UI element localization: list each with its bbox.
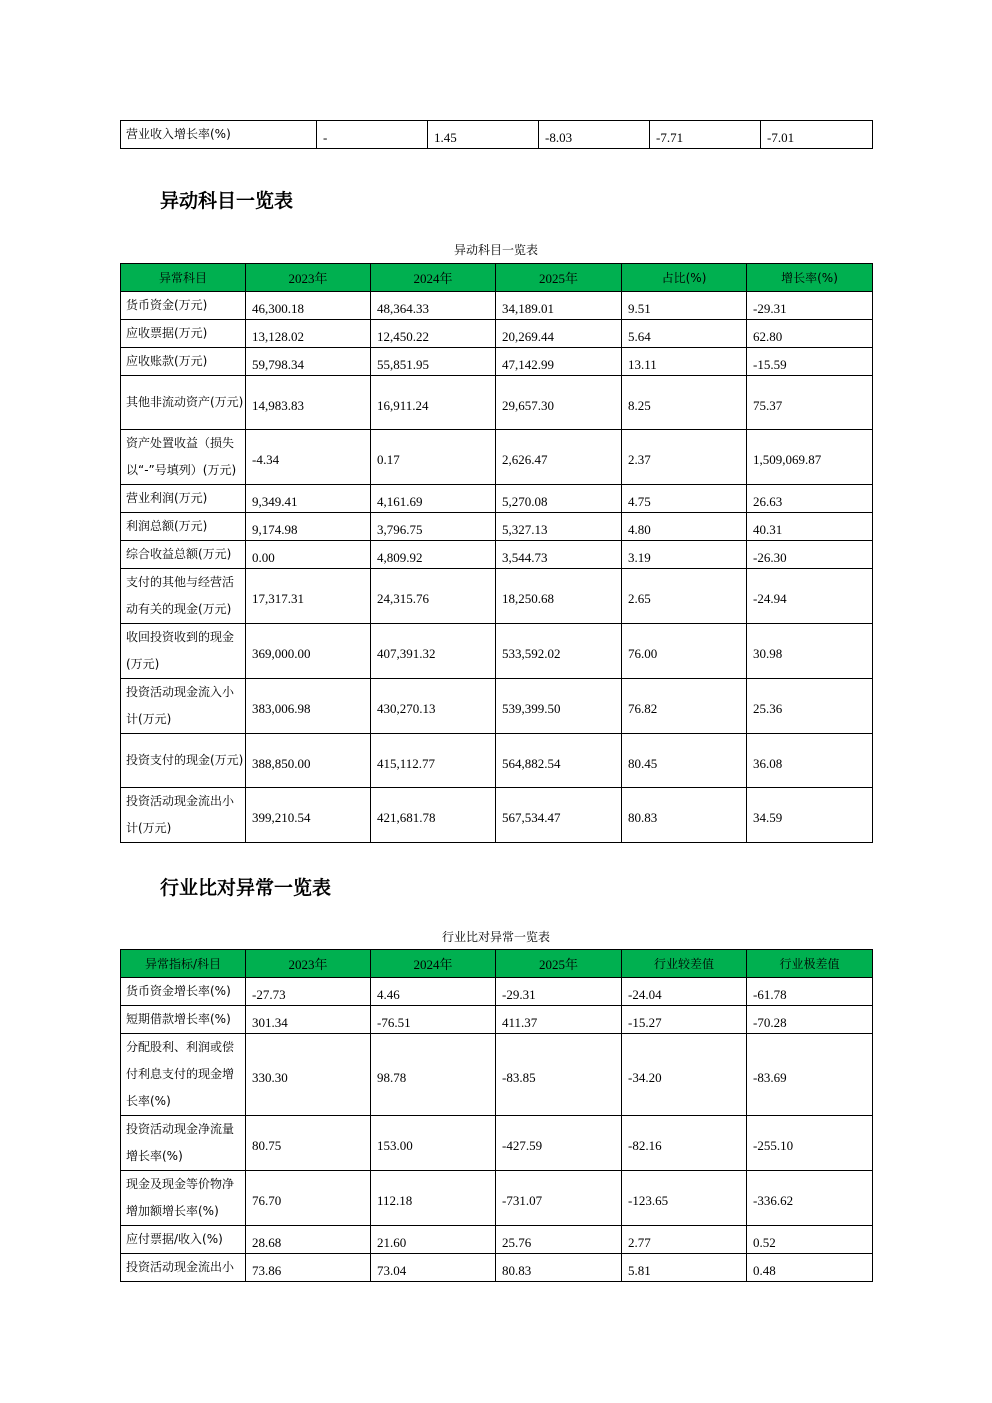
value-cell: 388,850.00: [246, 734, 371, 788]
value-cell: 76.70: [246, 1171, 371, 1226]
table-row: [121, 1034, 873, 1116]
table-row: [121, 376, 873, 430]
table-row: [121, 513, 873, 541]
column-header: 占比(%): [622, 264, 747, 292]
value-cell: -83.69: [747, 1034, 873, 1116]
value-cell: 80.75: [246, 1116, 371, 1171]
table-row: [121, 348, 873, 376]
column-header: 2025年: [496, 950, 622, 978]
value-cell: 3,796.75: [371, 513, 496, 541]
value-cell: 421,681.78: [371, 788, 496, 843]
value-cell: 34.59: [747, 788, 873, 843]
value-cell: -70.28: [747, 1006, 873, 1034]
table-row: [121, 485, 873, 513]
value-cell: -82.16: [622, 1116, 747, 1171]
row-label: 其他非流动资产(万元): [121, 376, 246, 430]
value-cell: 2.77: [622, 1226, 747, 1254]
value-cell: 0.00: [246, 541, 371, 569]
value-cell: 567,534.47: [496, 788, 622, 843]
table-header-row: [121, 264, 873, 292]
value-cell: 564,882.54: [496, 734, 622, 788]
value-cell: 9,349.41: [246, 485, 371, 513]
value-cell: 9.51: [622, 292, 747, 320]
value-cell: 30.98: [747, 624, 873, 679]
value-cell: 4.75: [622, 485, 747, 513]
row-label: 投资活动现金流出小计(万元): [121, 788, 246, 843]
column-header: 行业极差值: [747, 950, 873, 978]
value-cell: 0.17: [371, 430, 496, 485]
value-cell: 5.64: [622, 320, 747, 348]
value-cell: 25.76: [496, 1226, 622, 1254]
column-header: 增长率(%): [747, 264, 873, 292]
column-header: 行业较差值: [622, 950, 747, 978]
value-cell: -731.07: [496, 1171, 622, 1226]
value-cell: 16,911.24: [371, 376, 496, 430]
value-cell: 5.81: [622, 1254, 747, 1282]
section-heading-abnormal-items: 异动科目一览表: [160, 190, 294, 212]
row-label: 短期借款增长率(%): [121, 1006, 246, 1034]
table-caption-abnormal-items: 异动科目一览表: [453, 243, 538, 257]
value-cell: -27.73: [246, 978, 371, 1006]
value-cell: 2.65: [622, 569, 747, 624]
value-cell: 13.11: [622, 348, 747, 376]
value-cell: 98.78: [371, 1034, 496, 1116]
value-cell: -76.51: [371, 1006, 496, 1034]
column-header: 异常指标/科目: [121, 950, 246, 978]
value-cell: -83.85: [496, 1034, 622, 1116]
value-cell: 73.04: [371, 1254, 496, 1282]
row-label: 投资活动现金流出小: [121, 1254, 246, 1282]
column-header: 2024年: [371, 264, 496, 292]
value-cell: 369,000.00: [246, 624, 371, 679]
table-row: [121, 121, 873, 149]
table-row: [121, 1254, 873, 1282]
table-row: [121, 978, 873, 1006]
column-header: 2023年: [246, 950, 371, 978]
value-cell: 62.80: [747, 320, 873, 348]
value-cell: 411.37: [496, 1006, 622, 1034]
row-label: 货币资金增长率(%): [121, 978, 246, 1006]
value-cell: 1.45: [428, 121, 539, 149]
value-cell: 76.00: [622, 624, 747, 679]
row-label: 分配股利、利润或偿付利息支付的现金增长率(%): [121, 1034, 246, 1116]
value-cell: 2,626.47: [496, 430, 622, 485]
row-label: 营业收入增长率(%): [121, 121, 317, 149]
table-row: [121, 734, 873, 788]
value-cell: 1,509,069.87: [747, 430, 873, 485]
table-row: [121, 430, 873, 485]
value-cell: -61.78: [747, 978, 873, 1006]
section-heading-industry-comparison: 行业比对异常一览表: [160, 877, 332, 899]
table-row: [121, 624, 873, 679]
value-cell: -24.04: [622, 978, 747, 1006]
value-cell: 55,851.95: [371, 348, 496, 376]
table-row: [121, 788, 873, 843]
row-label: 应付票据/收入(%): [121, 1226, 246, 1254]
row-label: 收回投资收到的现金(万元): [121, 624, 246, 679]
value-cell: 0.52: [747, 1226, 873, 1254]
value-cell: 3,544.73: [496, 541, 622, 569]
value-cell: 3.19: [622, 541, 747, 569]
value-cell: -34.20: [622, 1034, 747, 1116]
column-header: 2023年: [246, 264, 371, 292]
top-growth-table: [120, 120, 873, 149]
value-cell: 80.83: [496, 1254, 622, 1282]
value-cell: 48,364.33: [371, 292, 496, 320]
table-row: [121, 292, 873, 320]
value-cell: -255.10: [747, 1116, 873, 1171]
value-cell: 330.30: [246, 1034, 371, 1116]
row-label: 综合收益总额(万元): [121, 541, 246, 569]
industry-comparison-table: [120, 949, 873, 1282]
table-row: [121, 1116, 873, 1171]
value-cell: 34,189.01: [496, 292, 622, 320]
value-cell: -336.62: [747, 1171, 873, 1226]
value-cell: 112.18: [371, 1171, 496, 1226]
value-cell: 26.63: [747, 485, 873, 513]
value-cell: 17,317.31: [246, 569, 371, 624]
value-cell: 75.37: [747, 376, 873, 430]
value-cell: 0.48: [747, 1254, 873, 1282]
value-cell: -7.01: [761, 121, 873, 149]
value-cell: -7.71: [650, 121, 761, 149]
value-cell: 153.00: [371, 1116, 496, 1171]
value-cell: -4.34: [246, 430, 371, 485]
row-label: 投资支付的现金(万元): [121, 734, 246, 788]
row-label: 营业利润(万元): [121, 485, 246, 513]
value-cell: 533,592.02: [496, 624, 622, 679]
column-header: 2025年: [496, 264, 622, 292]
row-label: 投资活动现金流入小计(万元): [121, 679, 246, 734]
value-cell: -29.31: [747, 292, 873, 320]
value-cell: 14,983.83: [246, 376, 371, 430]
value-cell: 4,809.92: [371, 541, 496, 569]
value-cell: 5,327.13: [496, 513, 622, 541]
value-cell: 47,142.99: [496, 348, 622, 376]
table-row: [121, 1006, 873, 1034]
value-cell: -26.30: [747, 541, 873, 569]
value-cell: 36.08: [747, 734, 873, 788]
value-cell: 76.82: [622, 679, 747, 734]
value-cell: 29,657.30: [496, 376, 622, 430]
value-cell: 40.31: [747, 513, 873, 541]
value-cell: 399,210.54: [246, 788, 371, 843]
value-cell: 80.83: [622, 788, 747, 843]
value-cell: 4.46: [371, 978, 496, 1006]
row-label: 应收票据(万元): [121, 320, 246, 348]
value-cell: 8.25: [622, 376, 747, 430]
table-row: [121, 1171, 873, 1226]
value-cell: 24,315.76: [371, 569, 496, 624]
value-cell: 9,174.98: [246, 513, 371, 541]
value-cell: 28.68: [246, 1226, 371, 1254]
value-cell: 13,128.02: [246, 320, 371, 348]
row-label: 支付的其他与经营活动有关的现金(万元): [121, 569, 246, 624]
value-cell: 59,798.34: [246, 348, 371, 376]
value-cell: 20,269.44: [496, 320, 622, 348]
column-header: 2024年: [371, 950, 496, 978]
value-cell: 25.36: [747, 679, 873, 734]
value-cell: 46,300.18: [246, 292, 371, 320]
value-cell: -15.27: [622, 1006, 747, 1034]
value-cell: -24.94: [747, 569, 873, 624]
value-cell: 73.86: [246, 1254, 371, 1282]
row-label: 应收账款(万元): [121, 348, 246, 376]
value-cell: 2.37: [622, 430, 747, 485]
value-cell: -427.59: [496, 1116, 622, 1171]
value-cell: 80.45: [622, 734, 747, 788]
value-cell: -123.65: [622, 1171, 747, 1226]
value-cell: 18,250.68: [496, 569, 622, 624]
value-cell: 415,112.77: [371, 734, 496, 788]
value-cell: 407,391.32: [371, 624, 496, 679]
table-row: [121, 541, 873, 569]
table-header-row: [121, 950, 873, 978]
row-label: 货币资金(万元): [121, 292, 246, 320]
table-row: [121, 1226, 873, 1254]
value-cell: -8.03: [539, 121, 650, 149]
value-cell: 5,270.08: [496, 485, 622, 513]
value-cell: 301.34: [246, 1006, 371, 1034]
value-cell: 21.60: [371, 1226, 496, 1254]
value-cell: 430,270.13: [371, 679, 496, 734]
row-label: 资产处置收益（损失以“-”号填列）(万元): [121, 430, 246, 485]
table-row: [121, 569, 873, 624]
value-cell: 12,450.22: [371, 320, 496, 348]
row-label: 利润总额(万元): [121, 513, 246, 541]
row-label: 投资活动现金净流量增长率(%): [121, 1116, 246, 1171]
value-cell: -: [317, 121, 428, 149]
value-cell: -29.31: [496, 978, 622, 1006]
table-row: [121, 320, 873, 348]
abnormal-items-table: [120, 263, 873, 843]
value-cell: 539,399.50: [496, 679, 622, 734]
value-cell: 383,006.98: [246, 679, 371, 734]
row-label: 现金及现金等价物净增加额增长率(%): [121, 1171, 246, 1226]
column-header: 异常科目: [121, 264, 246, 292]
value-cell: 4,161.69: [371, 485, 496, 513]
value-cell: 4.80: [622, 513, 747, 541]
table-caption-industry-comparison: 行业比对异常一览表: [441, 930, 550, 944]
table-row: [121, 679, 873, 734]
value-cell: -15.59: [747, 348, 873, 376]
